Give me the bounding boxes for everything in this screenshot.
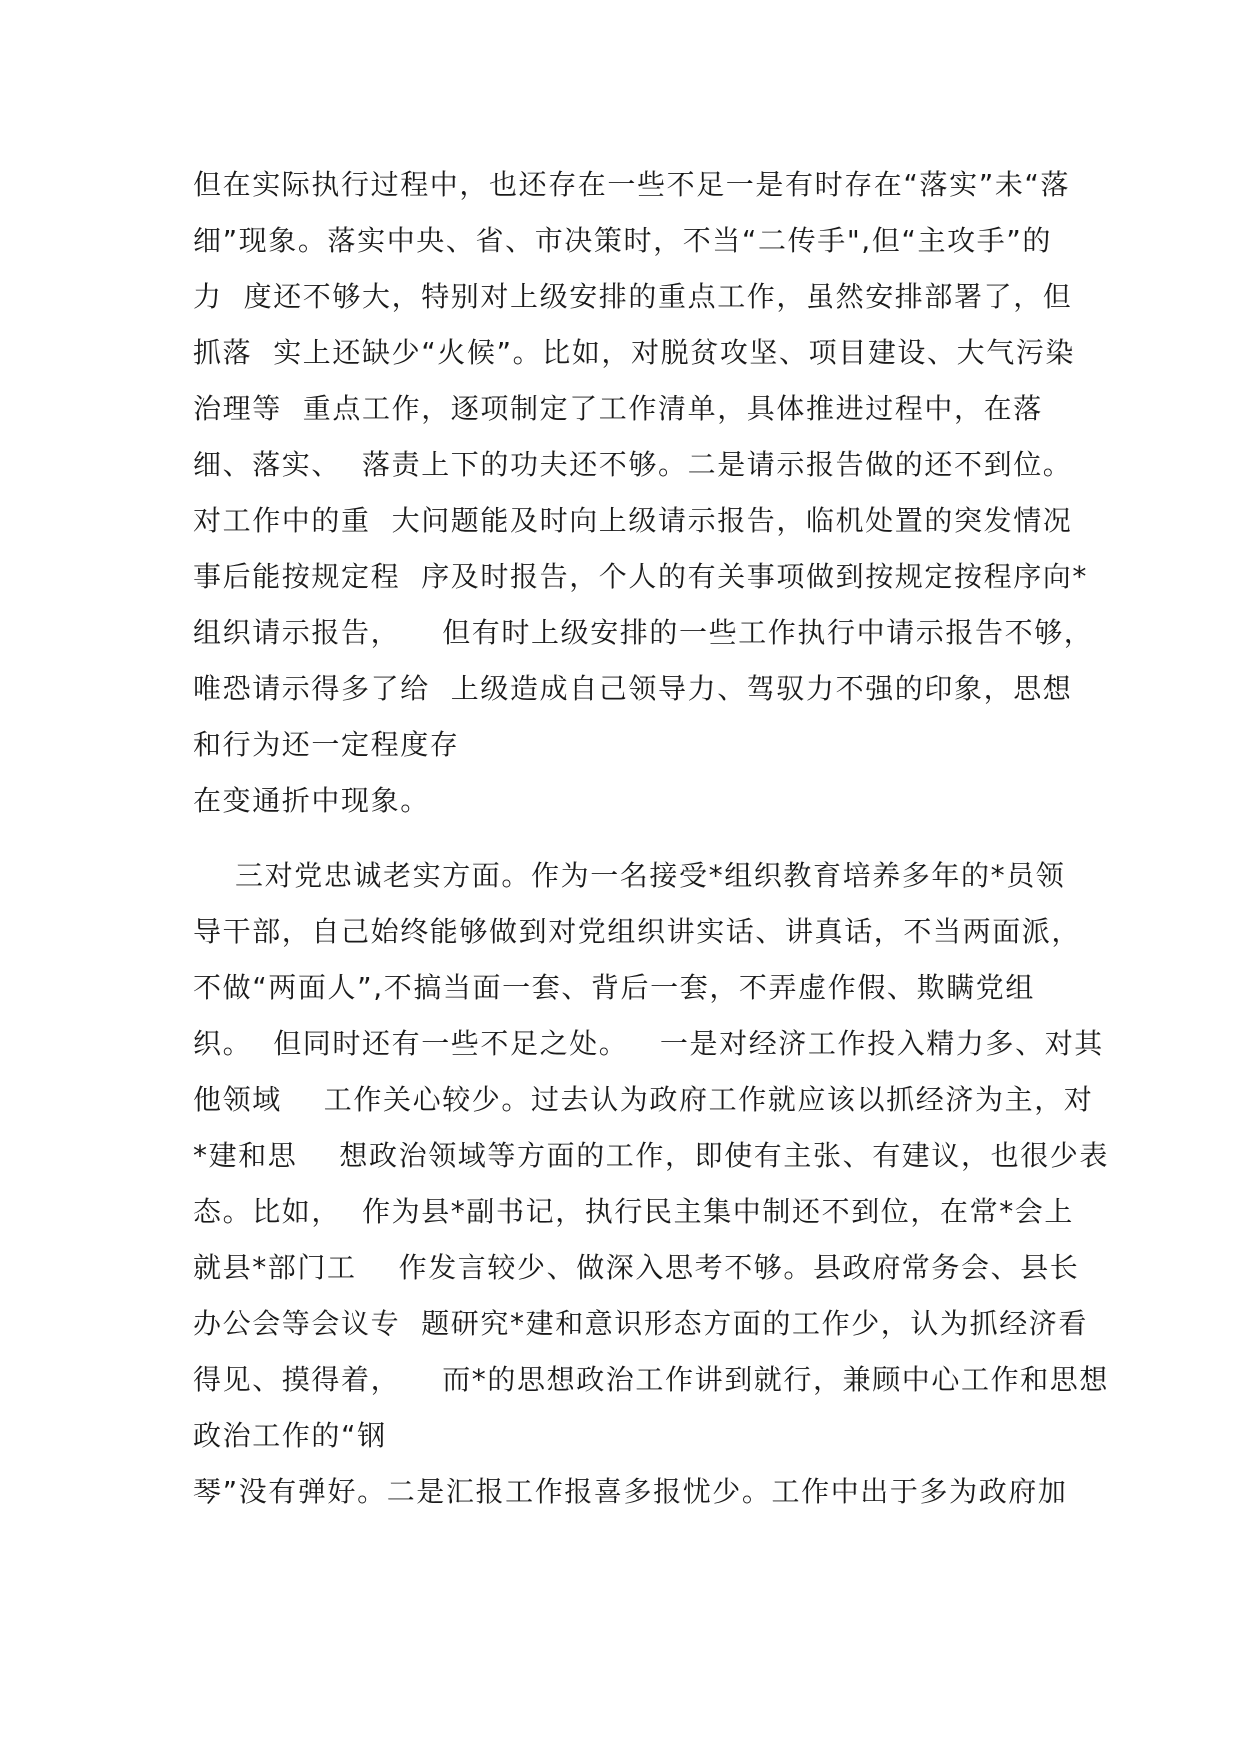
paragraph-2-line-9: 办公会等会议专 题研究*建和意识形态方面的工作少，认为抓经济看 [193,1307,1089,1340]
paragraph-2-line-4: 织。 但同时还有一些不足之处。 一是对经济工作投入精力多、对其 [193,1027,1104,1060]
paragraph-1-line-12: 在变通折中现象。 [193,784,430,817]
paragraph-2-line-10: 得见、摸得着， 而*的思想政治工作讲到就行，兼顾中心工作和思想 [193,1363,1110,1396]
paragraph-2-line-2: 导干部，自己始终能够做到对党组织讲实话、讲真话，不当两面派， [193,915,1082,948]
paragraph-1-line-2: 细”现象。落实中央、省、市决策时，不当“二传手",但“主攻手”的 [193,224,1053,257]
paragraph-1-line-3: 力 度还不够大，特别对上级安排的重点工作，虽然安排部署了，但 [193,280,1073,313]
paragraph-2-line-6: *建和思 想政治领域等方面的工作，即使有主张、有建议，也很少表 [193,1139,1110,1172]
paragraph-2-line-12: 琴”没有弹好。二是汇报工作报喜多报忧少。工作中出于多为政府加 [193,1475,1068,1508]
paragraph-1-line-9: 组织请示报告， 但有时上级安排的一些工作执行中请示报告不够， [193,616,1094,649]
paragraph-2-line-5: 他领域 工作关心较少。过去认为政府工作就应该以抓经济为主，对 [193,1083,1094,1116]
paragraph-1-line-10: 唯恐请示得多了给 上级造成自己领导力、驾驭力不强的印象，思想 [193,672,1073,705]
paragraph-2-line-3: 不做“两面人”,不搞当面一套、背后一套，不弄虚作假、欺瞒党组 [193,971,1035,1004]
paragraph-2-line-11: 政治工作的“钢 [193,1419,387,1452]
paragraph-1-line-11: 和行为还一定程度存 [193,728,460,761]
paragraph-2-line-7: 态。比如， 作为县*副书记，执行民主集中制还不到位，在常*会上 [193,1195,1075,1228]
paragraph-2-line-1: 三对党忠诚老实方面。作为一名接受*组织教育培养多年的*员领 [193,859,1066,892]
paragraph-1-line-8: 事后能按规定程 序及时报告，个人的有关事项做到按规定按程序向* [193,560,1089,593]
paragraph-1-line-4: 抓落 实上还缺少“火候”。比如，对脱贫攻坚、项目建设、大气污染 [193,336,1076,369]
paragraph-1-line-5: 治理等 重点工作，逐项制定了工作清单，具体推进过程中，在落 [193,392,1043,425]
paragraph-1-line-7: 对工作中的重 大问题能及时向上级请示报告，临机处置的突发情况 [193,504,1073,537]
paragraph-2-line-8: 就县*部门工 作发言较少、做深入思考不够。县政府常务会、县长 [193,1251,1080,1284]
paragraph-1-line-6: 细、落实、 落责上下的功夫还不够。二是请示报告做的还不到位。 [193,448,1073,481]
paragraph-1-line-1: 但在实际执行过程中，也还存在一些不足一是有时存在“落实”未“落 [193,168,1071,201]
